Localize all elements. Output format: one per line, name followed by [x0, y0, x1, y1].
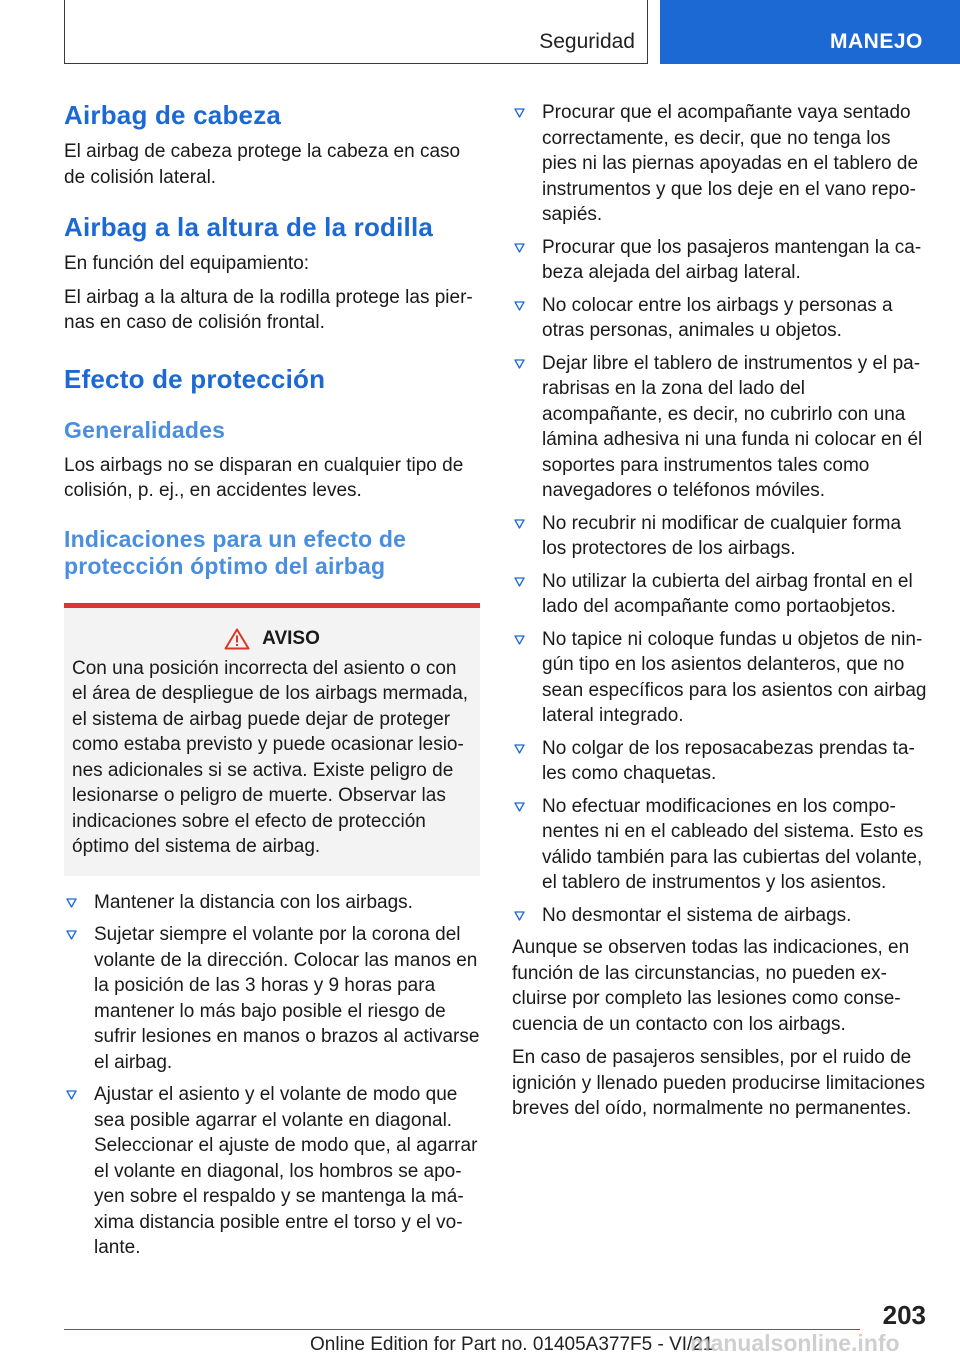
header-frame: [64, 0, 648, 64]
triangle-right-outline-icon: [514, 108, 525, 118]
warning-text: Con una posición incorrecta del asiento o con el área de despliegue de los airbags mermada, el sistema de airbag puede dejar de proteger como estaba previsto y puede ocasionar lesiones adicionales si se activa. Existe peligro de lesionarse o peligro de muerte. Observar las indicaciones sobre el efecto de protección óptimo del sistema de airbag.: [72, 657, 469, 858]
list-item: [512, 235, 928, 286]
left-column: [64, 100, 480, 1268]
triangle-right-outline-icon: [66, 898, 77, 908]
warning-triangle-icon: [224, 628, 250, 650]
heading-airbag-rodilla: Airbag a la altura de la rodilla: [64, 212, 434, 243]
footer-edition: Online Edition for Part no. 01405A377F5 - VI/21: [310, 1334, 714, 1355]
list-item: [64, 922, 480, 1075]
list-item: [512, 627, 928, 729]
warning-title-label: AVISO: [262, 627, 320, 649]
paragraph-rodilla: El airbag a la altura de la rodilla protege las piernas en caso de colisión frontal.: [64, 286, 473, 334]
triangle-right-outline-icon: [514, 577, 525, 587]
paragraph-airbag-cabeza: El airbag de cabeza protege la cabeza en caso de colisión lateral.: [64, 141, 461, 188]
list-item-text: No utilizar la cubierta del airbag frontal en el lado del acompañante como portaobjetos.: [542, 570, 913, 617]
triangle-right-outline-icon: [514, 301, 525, 311]
list-item-text: No colgar de los reposacabezas prendas tales como chaquetas.: [542, 737, 915, 784]
watermark: manualsonline.info: [690, 1330, 900, 1356]
list-item-text: Procurar que el acompañante vaya sentado correctamente, es decir, que no tenga los pies ni las piernas apoyadas en el tablero de instrumentos y que los deje en el vano reposapiés.: [542, 102, 919, 225]
list-item-text: No desmontar el sistema de airbags.: [542, 904, 852, 926]
warning-box: [64, 603, 480, 876]
triangle-right-outline-icon: [66, 930, 77, 940]
list-item: [512, 293, 928, 344]
page-number: 203: [882, 1300, 926, 1330]
right-column: [512, 100, 928, 1122]
right-bullet-list: [512, 100, 928, 928]
header-chapter-tab: MANEJO: [660, 0, 960, 64]
paragraph-pasajeros-sensibles: En caso de pasajeros sensibles, por el ruido de ignición y llenado pueden producirse limitaciones breves del oído, normalmente no permanentes.: [512, 1047, 925, 1119]
triangle-right-outline-icon: [514, 519, 525, 529]
triangle-right-outline-icon: [514, 243, 525, 253]
left-bullet-list: [64, 890, 480, 1261]
list-item: [64, 890, 480, 916]
list-item: [64, 1082, 480, 1261]
list-item: [512, 569, 928, 620]
triangle-right-outline-icon: [514, 911, 525, 921]
list-item-text: Sujetar siempre el volante por la corona del volante de la dirección. Colocar las manos en la posición de las 3 horas y 9 horas para mantener lo más bajo posible el riesgo de sufrir lesiones en manos o brazos al activarse el airbag.: [94, 924, 480, 1073]
triangle-right-outline-icon: [66, 1090, 77, 1100]
heading-generalidades: Generalidades: [64, 417, 226, 444]
list-item: [512, 100, 928, 228]
list-item-text: No recubrir ni modificar de cualquier forma los protectores de los airbags.: [542, 512, 902, 559]
triangle-right-outline-icon: [514, 802, 525, 812]
list-item: [512, 903, 928, 929]
list-item: [512, 736, 928, 787]
list-item-text: No tapice ni coloque fundas u objetos de ningún tipo en los asientos delanteros, que no sean específicos para los asientos con airbag lateral integrado.: [542, 628, 927, 726]
triangle-right-outline-icon: [514, 359, 525, 369]
paragraph-rodilla-equipamiento: En función del equipamiento:: [64, 253, 310, 275]
list-item: [512, 794, 928, 896]
list-item-text: Procurar que los pasajeros mantengan la cabeza alejada del airbag lateral.: [542, 236, 922, 283]
list-item-text: Ajustar el asiento y el volante de modo que sea posible agarrar el volante en diagonal. Seleccionar el ajuste de modo que, al agarrar el volante en diagonal, los hombros se apoyen sobre el respaldo y se mantenga la máxima distancia posible entre el torso y el volante.: [94, 1084, 478, 1259]
header-section-title: Seguridad: [539, 30, 635, 53]
heading-efecto-proteccion: Efecto de protección: [64, 363, 326, 394]
list-item: [512, 351, 928, 504]
heading-airbag-cabeza: Airbag de cabeza: [64, 100, 282, 130]
triangle-right-outline-icon: [514, 744, 525, 754]
list-item-text: No efectuar modificaciones en los componentes ni en el cableado del sistema. Esto es válido también para las cubiertas del volante, el tablero de instrumentos y los asientos.: [542, 795, 924, 893]
list-item: [512, 511, 928, 562]
heading-indicaciones: Indicaciones para un efecto de protección óptimo del airbag: [64, 525, 407, 580]
list-item-text: No colocar entre los airbags y personas a otras personas, animales u objetos.: [542, 294, 893, 341]
paragraph-generalidades: Los airbags no se disparan en cualquier tipo de colisión, p. ej., en accidentes leves.: [64, 454, 464, 502]
list-item-text: Dejar libre el tablero de instrumentos y el parabrisas en la zona del lado del acompañante, es decir, no cubrirlo con una lámina adhesiva ni una funda ni colocar en él soportes para instrumentos tales como navegadores o teléfonos móviles.: [542, 352, 923, 501]
triangle-right-outline-icon: [514, 635, 525, 645]
paragraph-aunque: Aunque se observen todas las indicaciones, en función de las circunstancias, no pueden excluirse por completo las lesiones como consecuencia de un contacto con los airbags.: [512, 937, 910, 1035]
warning-title: [72, 628, 472, 650]
list-item-text: Mantener la distancia con los airbags.: [94, 891, 413, 913]
